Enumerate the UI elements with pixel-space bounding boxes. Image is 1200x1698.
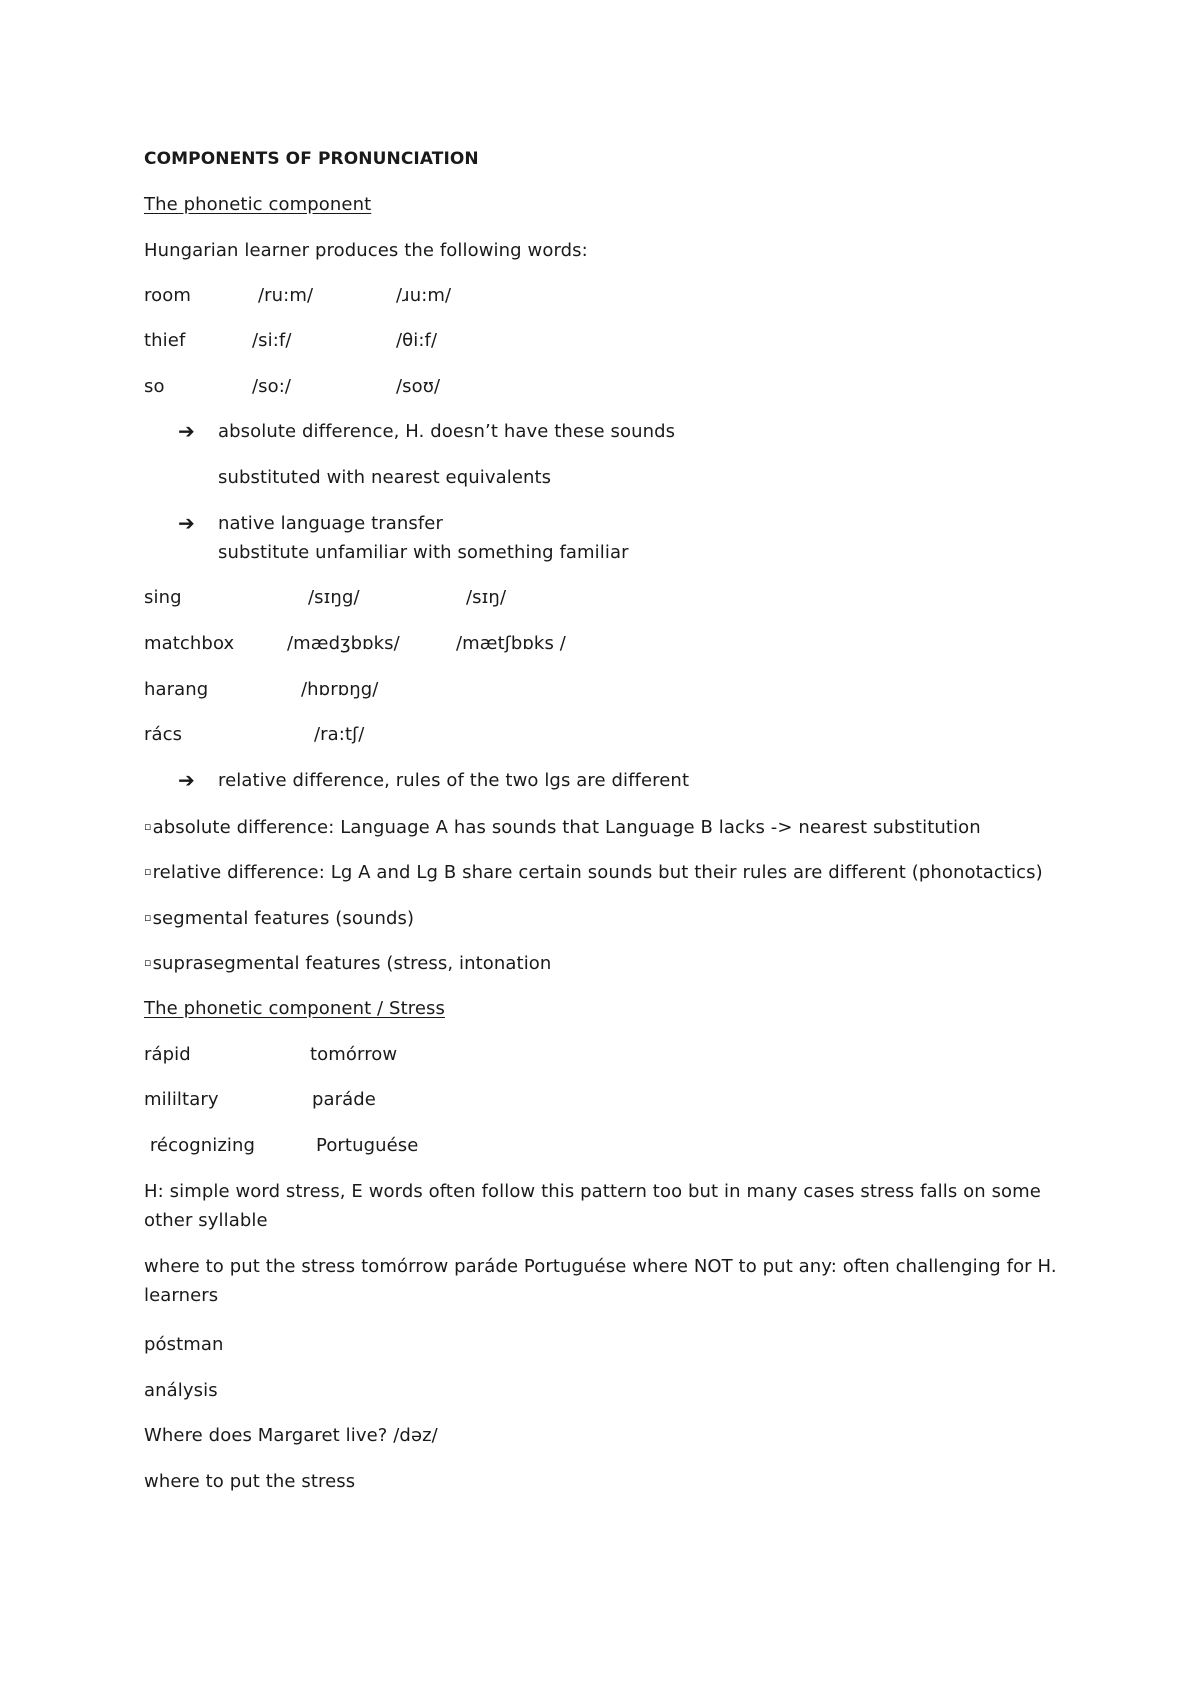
bullet-icon: ▫ — [144, 865, 152, 878]
table1-word: so — [144, 376, 165, 397]
bullet-item: ▫suprasegmental features (stress, intonation — [144, 953, 552, 974]
stress-word-a: récognizing — [144, 1135, 256, 1156]
table1-learner: /so:/ — [252, 376, 292, 397]
bullet-icon: ▫ — [144, 911, 152, 924]
arrow-bullet-icon: ➔ — [178, 419, 195, 443]
table1-target: /soʊ/ — [396, 376, 441, 397]
table2-word: sing — [144, 587, 182, 608]
example-word: póstman — [144, 1334, 224, 1355]
arrow3-text: relative difference, rules of the two lgs are different — [218, 770, 690, 791]
closing-line: where to put the stress — [144, 1471, 356, 1492]
arrow2-text: native language transfer — [218, 513, 443, 534]
table1-row — [144, 330, 438, 352]
table1-row — [144, 376, 441, 398]
document-title: COMPONENTS OF PRONUNCIATION — [144, 149, 479, 169]
table2-learner: /sɪŋg/ — [308, 587, 360, 608]
table1-row — [144, 285, 452, 307]
table2-row — [144, 587, 507, 609]
stress-pair-row — [144, 1044, 398, 1066]
bullet-icon: ▫ — [144, 820, 152, 833]
stress-word-a: rápid — [144, 1044, 191, 1065]
table2-target: /sɪŋ/ — [466, 587, 507, 608]
table1-learner: /ru:m/ — [258, 285, 314, 306]
bullet-item: ▫absolute difference: Language A has sounds that Language B lacks -> nearest substitution — [144, 817, 981, 838]
stress-pair-row — [144, 1089, 376, 1111]
arrow1-text-continued: substituted with nearest equivalents — [218, 467, 552, 488]
stress-word-a: mililtary — [144, 1089, 219, 1110]
paragraph-stress-placement: where to put the stress tomórrow paráde Portuguése where NOT to put any: often challenging for H. learners — [144, 1256, 1057, 1306]
arrow-bullet-icon: ➔ — [178, 511, 195, 535]
example-sentence: Where does Margaret live? /dəz/ — [144, 1425, 438, 1446]
bullet-item: ▫segmental features (sounds) — [144, 908, 415, 929]
stress-word-b: tomórrow — [310, 1044, 398, 1065]
table1-word: room — [144, 285, 191, 306]
intro-text: Hungarian learner produces the following words: — [144, 240, 588, 261]
section-heading-phonetic: The phonetic component — [144, 194, 372, 215]
section-heading-stress: The phonetic component / Stress — [144, 998, 445, 1019]
stress-pair-row — [144, 1135, 419, 1157]
table2-learner: /hɒrɒŋg/ — [301, 679, 379, 700]
table2-target: /mætʃbɒks / — [456, 633, 566, 654]
table2-learner: /mædʒbɒks/ — [287, 633, 400, 654]
table1-learner: /si:f/ — [252, 330, 292, 351]
table2-row — [144, 724, 365, 746]
arrow-bullet-icon: ➔ — [178, 768, 195, 792]
stress-word-b: Portuguése — [316, 1135, 419, 1156]
table1-target: /θi:f/ — [396, 330, 438, 351]
table2-word: matchbox — [144, 633, 235, 654]
example-word: análysis — [144, 1380, 218, 1401]
arrow1-text: absolute difference, H. doesn’t have these sounds — [218, 421, 676, 442]
bullet-item: ▫relative difference: Lg A and Lg B share certain sounds but their rules are different (phonotactics) — [144, 862, 1043, 883]
arrow2-text-continued: substitute unfamiliar with something familiar — [218, 542, 629, 563]
table2-row — [144, 679, 379, 701]
table2-row — [144, 633, 566, 655]
paragraph-word-stress: H: simple word stress, E words often follow this pattern too but in many cases stress falls on some other syllable — [144, 1181, 1041, 1231]
bullet-icon: ▫ — [144, 956, 152, 969]
stress-word-b: paráde — [312, 1089, 376, 1110]
table2-learner: /ra:tʃ/ — [314, 724, 365, 745]
table2-word: harang — [144, 679, 209, 700]
table1-target: /ɹu:m/ — [396, 285, 452, 306]
table1-word: thief — [144, 330, 186, 351]
table2-word: rács — [144, 724, 183, 745]
